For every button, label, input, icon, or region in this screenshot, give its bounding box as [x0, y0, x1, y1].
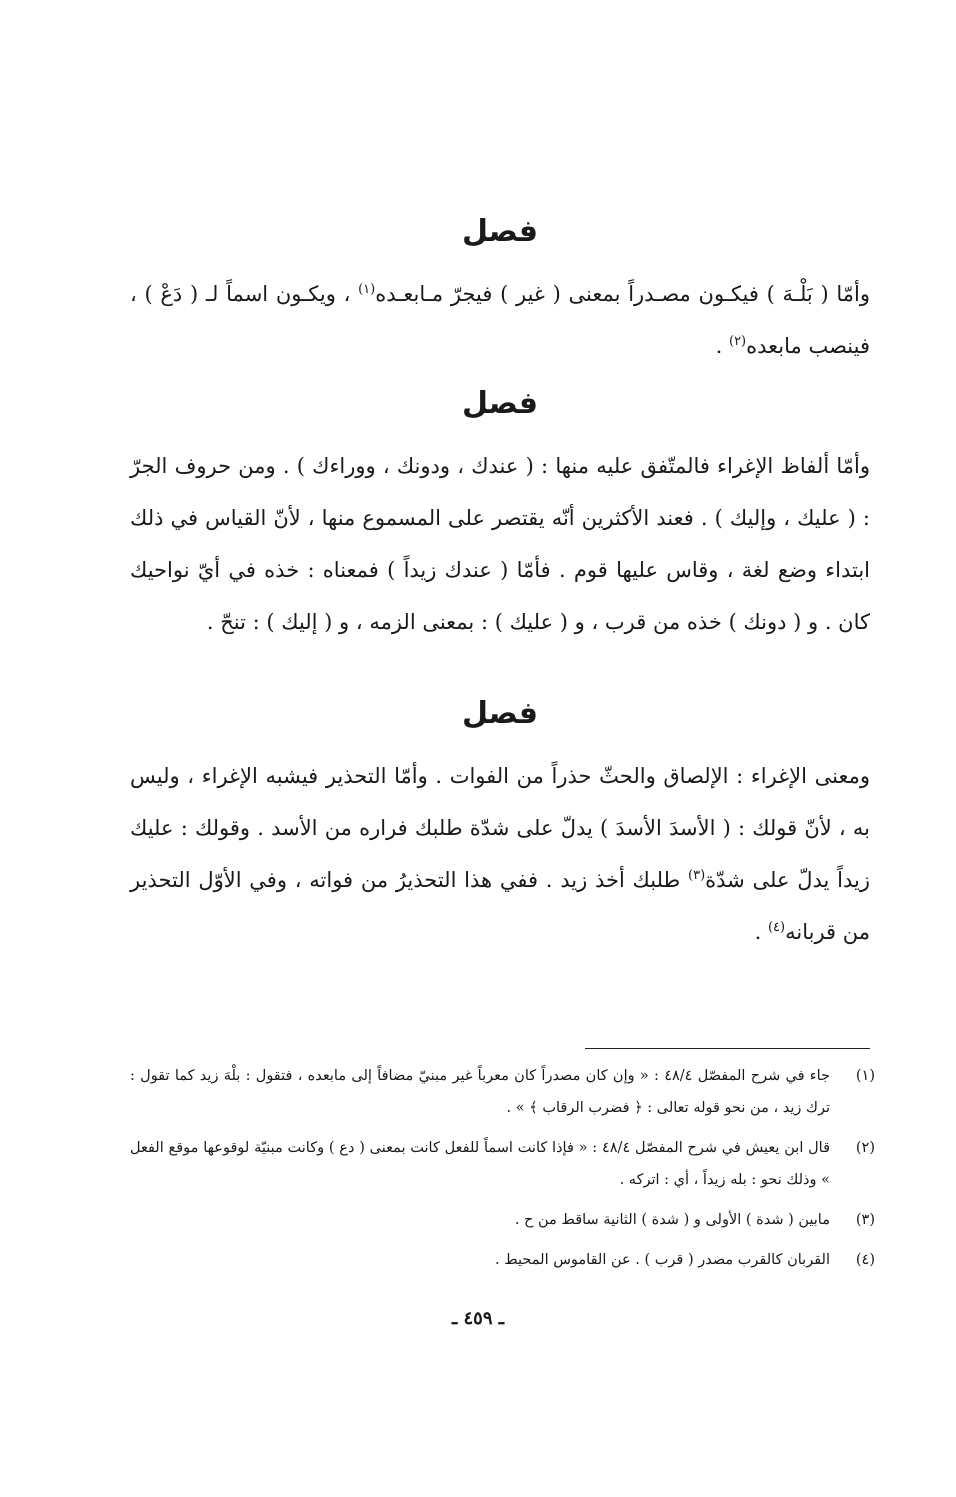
section-heading-2: فصل: [462, 386, 538, 421]
paragraph: [130, 268, 870, 372]
footnote-number: (٤): [855, 1252, 875, 1268]
text-run: .: [754, 920, 768, 944]
footnote-text: جاء في شرح المفصّل ٤٨/٤ : « وإن كان مصدراً كان معرباً غير مبنيّ مضافاً إلى مابعده ، فتقول : بلْهَ زيد كما تقول : ترك زيد ، من نحو قوله تعالى : ﴿ فضرب الرقاب ﴾ » .: [130, 1068, 830, 1116]
paragraph: [130, 440, 870, 648]
section-heading-1: فصل: [462, 214, 538, 249]
text-run: وأمّا ( بَلْـهَ ) فيكـون مصـدراً بمعنى ( غير ) فيجرّ مـابعـده: [375, 282, 870, 306]
footnote-number: (١): [855, 1068, 875, 1084]
footnote-item: [130, 1204, 875, 1236]
footnote-divider: [585, 1048, 870, 1049]
footnote-number: (٢): [855, 1140, 875, 1156]
section-body-3: [130, 750, 870, 958]
text-run: ، ويكـون اسماً لـ ( دَعْ ) ، فينصب مابعده: [130, 282, 870, 358]
footnote-item: [130, 1244, 875, 1276]
section-body-1: [130, 268, 870, 372]
footnote-text: قال ابن يعيش في شرح المفصّل ٤٨/٤ : « فإذا كانت اسماً للفعل كانت بمعنى ( دع ) وكانت مبنيّة لوقوعها موقع الفعل » وذلك نحو : بله زيداً ، أي : اتركه .: [130, 1140, 830, 1188]
text-run: طلبك أخذ زيد . ففي هذا التحذيرُ من فواته ، وفي الأوّل التحذير من قربانه: [130, 868, 870, 944]
footnote-ref: (٣): [688, 868, 706, 883]
footnote-text: القربان كالقرب مصدر ( قرب ) . عن القاموس المحيط .: [495, 1252, 830, 1268]
footnote-ref: (٤): [767, 920, 786, 935]
text-run: وأمّا ألفاظ الإغراء فالمتّفق عليه منها : ( عندك ، ودونك ، ووراءك ) . ومن حروف الجرّ : ( عليك ، وإليك ) . فعند الأكثرين أنّه يقتصر على المسموع منها ، لأنّ القياس في ذلك ابتداء وضع لغة ، وقاس عليها قوم . فأمّا ( عندك زيداً ) فمعناه : خذه في أيّ نواحيك كان . و ( دونك ) خذه من قرب ، و ( عليك ) : بمعنى الزمه ، و ( إليك ) : تنحّ .: [130, 454, 870, 634]
footnote-ref: (١): [358, 282, 376, 297]
text-run: ومعنى الإغراء : الإلصاق والحثّ حذراً من الفوات . وأمّا التحذير فيشبه الإغراء ، وليس به ، لأنّ قولك : ( الأسدَ الأسدَ ) يدلّ على شدّة طلبك فراره من الأسد . وقولك : عليك زيداً يدلّ على شدّة: [130, 764, 870, 892]
text-run: .: [715, 334, 729, 358]
footnote-ref: (٢): [728, 334, 747, 349]
footnote-text: مابين ( شدة ) الأولى و ( شدة ) الثانية ساقط من ح .: [514, 1212, 830, 1228]
footnote-number: (٣): [855, 1212, 875, 1228]
footnotes: [130, 1060, 875, 1284]
section-heading-3: فصل: [462, 696, 538, 731]
page-number: ـ ٤٥٩ ـ: [451, 1308, 505, 1329]
section-body-2: [130, 440, 870, 648]
paragraph: [130, 750, 870, 958]
footnote-item: [130, 1132, 875, 1196]
footnote-item: [130, 1060, 875, 1124]
